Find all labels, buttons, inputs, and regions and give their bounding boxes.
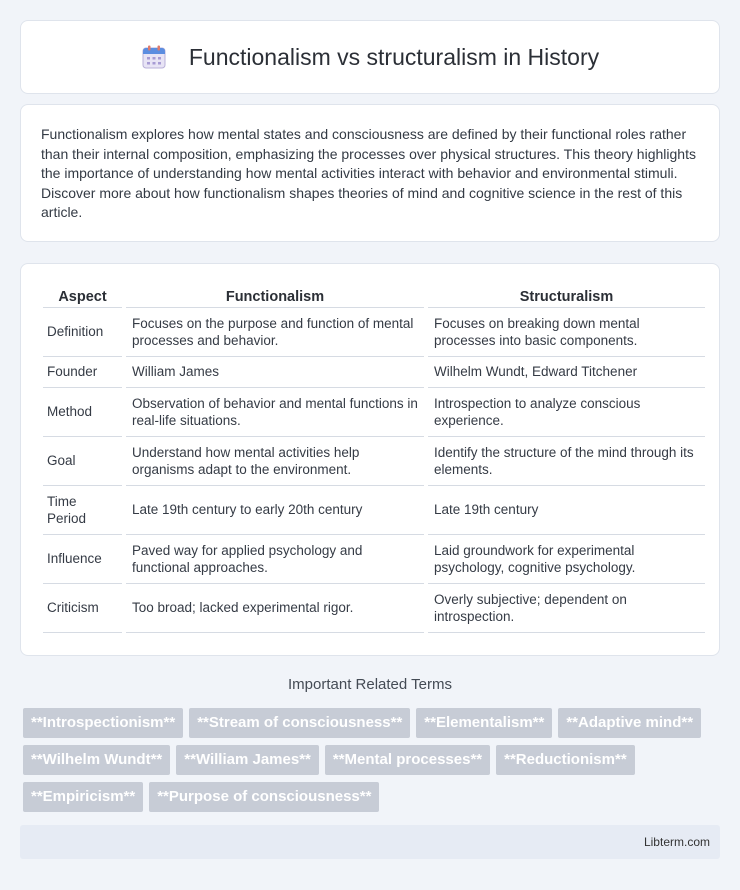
table-row — [43, 486, 705, 535]
tag-mental-processes[interactable]: **Mental processes** — [325, 745, 490, 775]
header-card — [20, 20, 720, 94]
tag-empiricism[interactable]: **Empiricism** — [23, 782, 143, 812]
cell-aspect: Founder — [43, 357, 122, 388]
cell-structuralism: Identify the structure of the mind through its elements. — [428, 437, 705, 486]
cell-functionalism: Late 19th century to early 20th century — [126, 486, 424, 535]
tag-elementalism[interactable]: **Elementalism** — [416, 708, 552, 738]
comparison-table — [39, 284, 709, 633]
cell-functionalism: Observation of behavior and mental functions in real-life situations. — [126, 388, 424, 437]
table-header-row — [43, 284, 705, 308]
related-terms-list — [23, 708, 723, 812]
table-row — [43, 388, 705, 437]
cell-functionalism: Understand how mental activities help organisms adapt to the environment. — [126, 437, 424, 486]
cell-functionalism: Too broad; lacked experimental rigor. — [126, 584, 424, 633]
cell-aspect: Method — [43, 388, 122, 437]
related-terms-title: Important Related Terms — [288, 676, 452, 693]
cell-aspect: Goal — [43, 437, 122, 486]
cell-aspect: Time Period — [43, 486, 122, 535]
page-title: Functionalism vs structuralism in History — [188, 43, 600, 70]
cell-structuralism: Late 19th century — [428, 486, 705, 535]
footer-site-link[interactable]: Libterm.com — [643, 835, 710, 849]
table-row — [43, 308, 705, 357]
table-row — [43, 357, 705, 388]
tag-reductionism[interactable]: **Reductionism** — [496, 745, 635, 775]
cell-structuralism: Focuses on breaking down mental processes into basic components. — [428, 308, 705, 357]
tag-william-james[interactable]: **William James** — [176, 745, 319, 775]
table-row — [43, 437, 705, 486]
tag-purpose-of-consciousness[interactable]: **Purpose of consciousness** — [149, 782, 379, 812]
cell-structuralism: Introspection to analyze conscious experience. — [428, 388, 705, 437]
cell-functionalism: Focuses on the purpose and function of mental processes and behavior. — [126, 308, 424, 357]
cell-aspect: Criticism — [43, 584, 122, 633]
header-functionalism: Functionalism — [126, 284, 424, 308]
cell-functionalism: Paved way for applied psychology and functional approaches. — [126, 535, 424, 584]
cell-aspect: Influence — [43, 535, 122, 584]
table-row — [43, 535, 705, 584]
header-aspect: Aspect — [43, 284, 122, 308]
table-row — [43, 584, 705, 633]
comparison-card — [20, 263, 720, 656]
cell-structuralism: Overly subjective; dependent on introspection. — [428, 584, 705, 633]
header-structuralism: Structuralism — [428, 284, 705, 308]
intro-text: Functionalism explores how mental states and consciousness are defined by their functional roles rather than their internal composition, emphasizing the processes over physical structures. This theory highlights the importance of understanding how mental activities interact with behavior and environmental stimuli. Discover more about how functionalism shapes theories of mind and cognitive science in the rest of this article. — [41, 126, 696, 220]
cell-structuralism: Laid groundwork for experimental psychology, cognitive psychology. — [428, 535, 705, 584]
calendar-icon — [141, 44, 167, 70]
tag-introspectionism[interactable]: **Introspectionism** — [23, 708, 183, 738]
tag-wilhelm-wundt[interactable]: **Wilhelm Wundt** — [23, 745, 170, 775]
cell-functionalism: William James — [126, 357, 424, 388]
tag-stream-of-consciousness[interactable]: **Stream of consciousness** — [189, 708, 410, 738]
cell-aspect: Definition — [43, 308, 122, 357]
footer — [20, 825, 720, 859]
cell-structuralism: Wilhelm Wundt, Edward Titchener — [428, 357, 705, 388]
tag-adaptive-mind[interactable]: **Adaptive mind** — [558, 708, 701, 738]
intro-card — [20, 104, 720, 242]
